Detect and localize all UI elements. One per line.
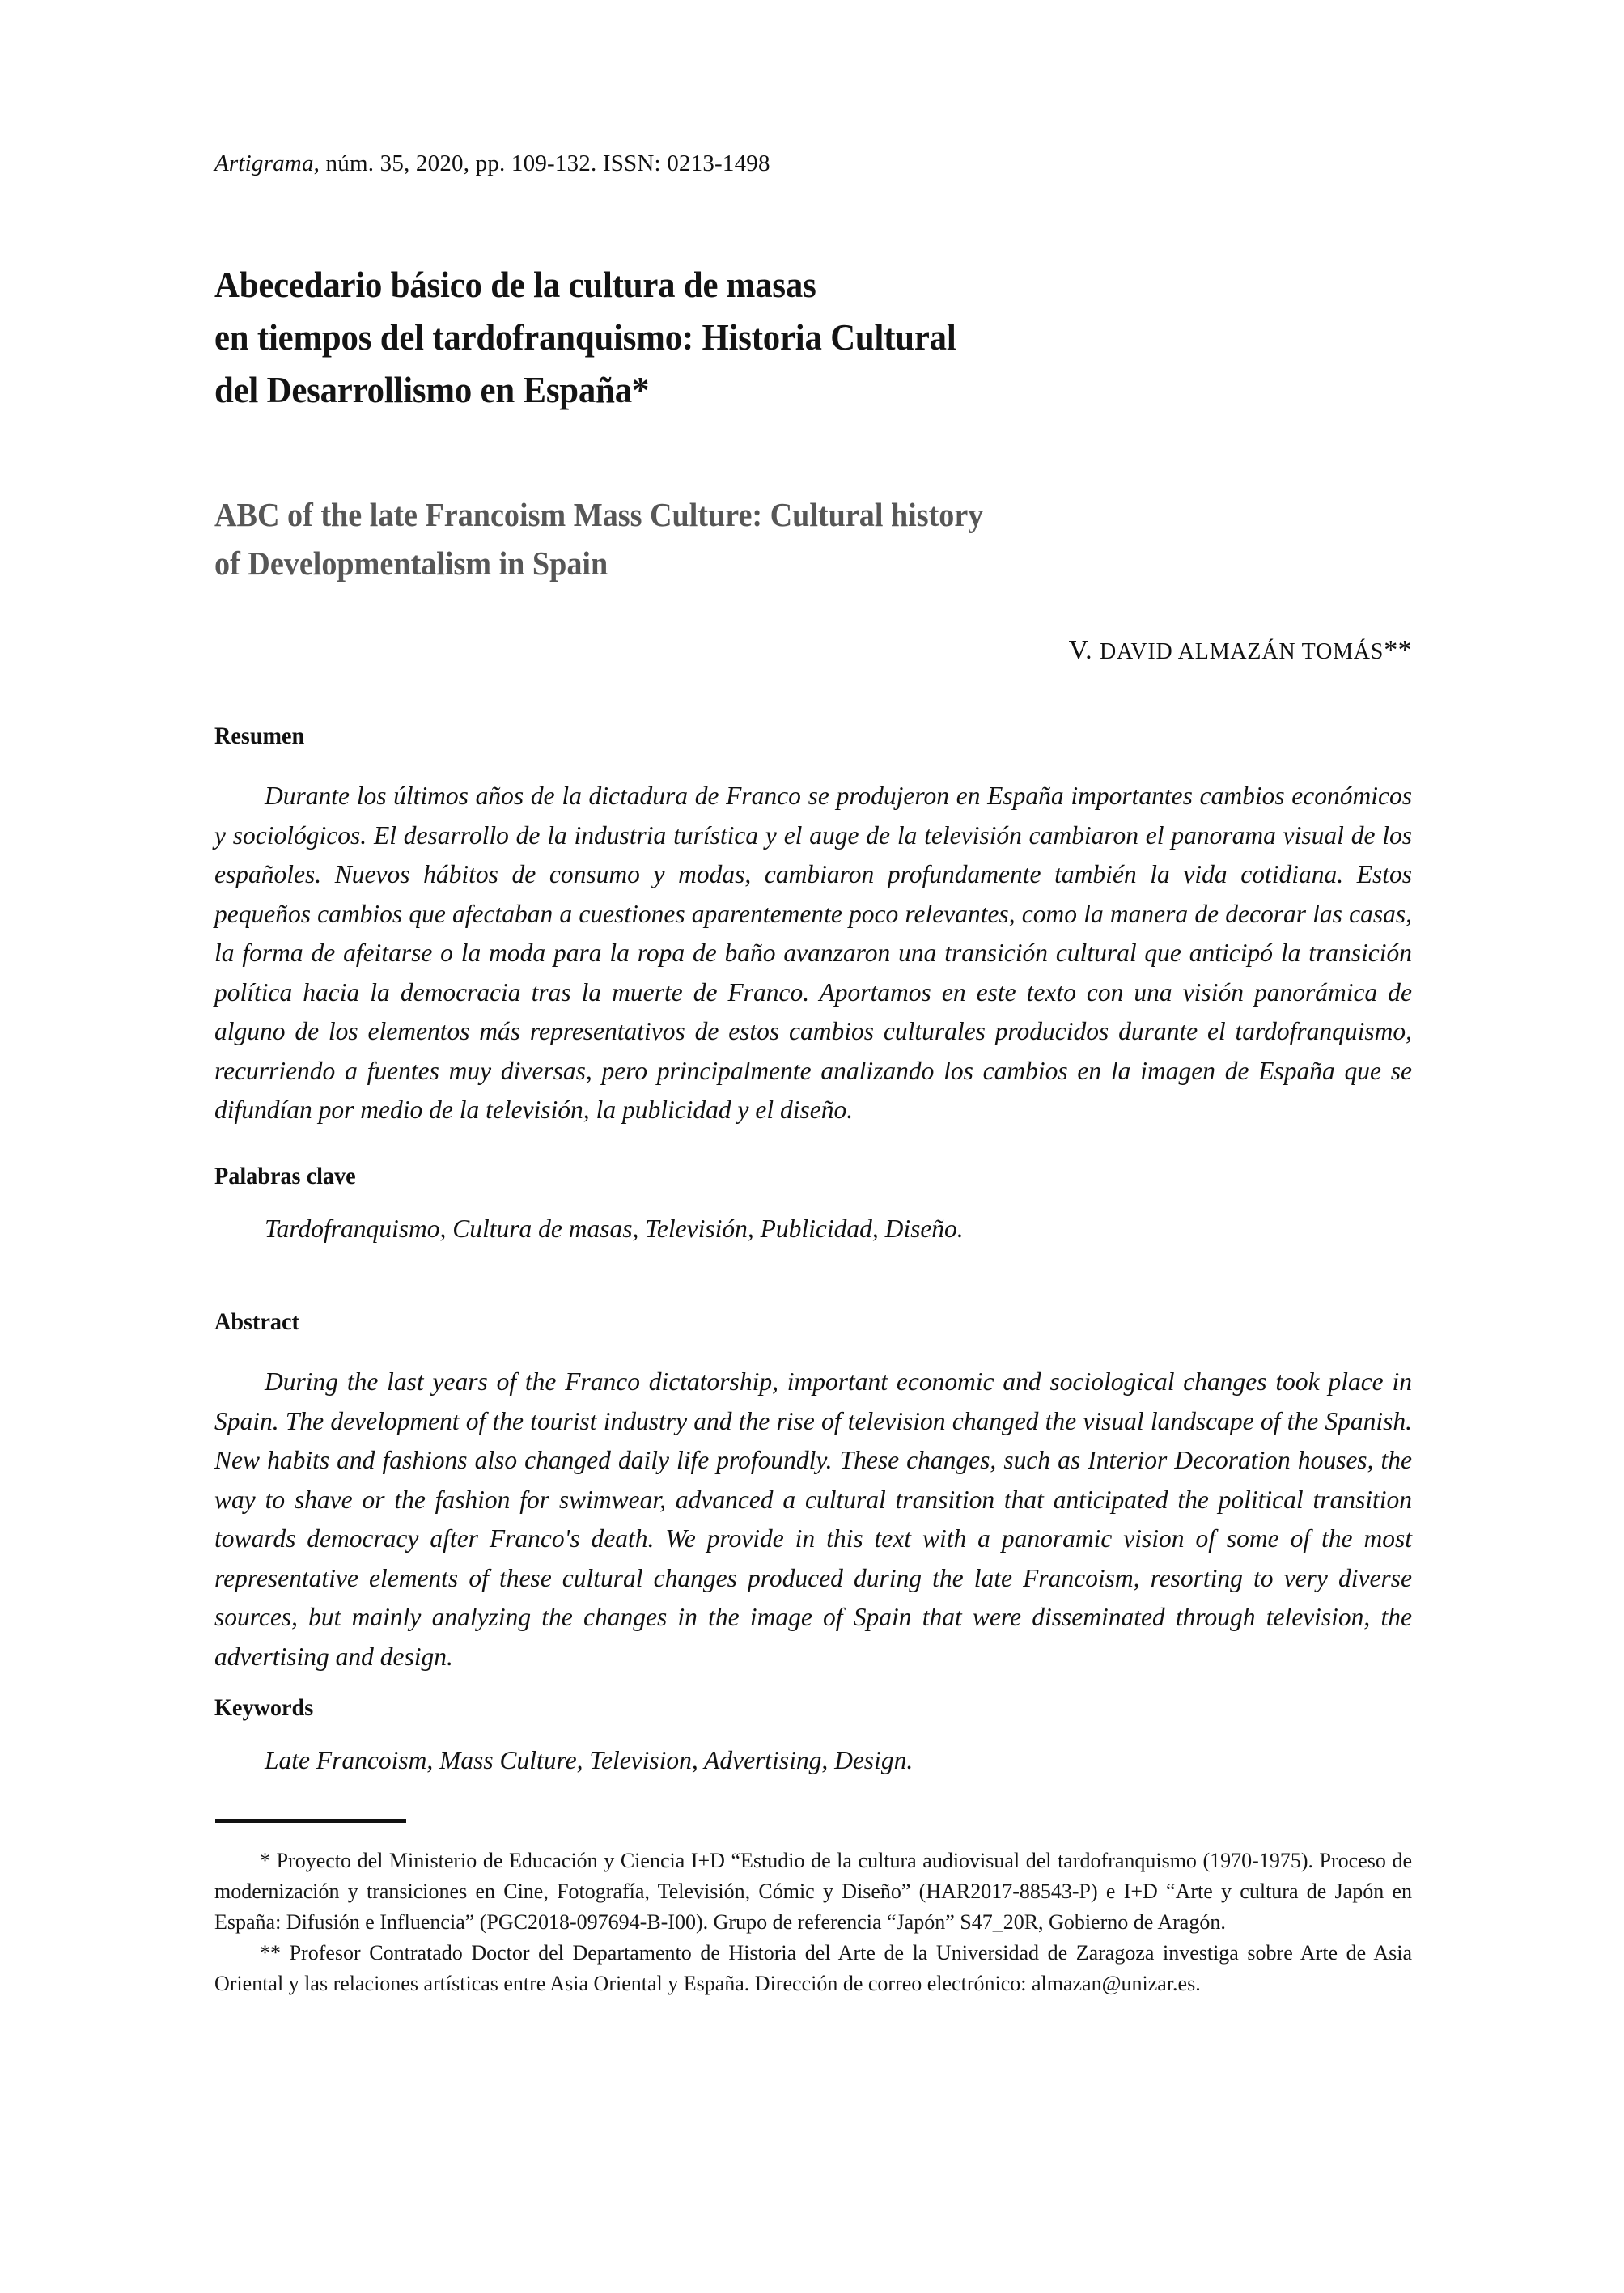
footnote-separator-rule xyxy=(215,1819,406,1823)
footnote-author-bio: ** Profesor Contratado Doctor del Departamento de Historia del Arte de la Universidad de Zaragoza investiga sobre Arte de Asia Oriental y las relaciones artísticas entre Asia Oriental y España. Dirección de correo electrónico: almazan@unizar.es. xyxy=(214,1941,1412,1995)
title-line-1: Abecedario básico de la cultura de masas xyxy=(214,263,816,305)
abstract-english: During the last years of the Franco dictatorship, important economic and sociological changes took place in Spain. The development of the tourist industry and the rise of television changed the visual landscape of the Spanish. New habits and fashions also changed daily life profoundly. These changes, such as Interior Decoration houses, the way to shave or the fashion for swimwear, advanced a cultural transition that anticipated the political transition towards democracy after Franco's death. We provide in this text with a panoramic vision of some of the most representative elements of these cultural changes produced during the late Francoism, resorting to very diverse sources, but mainly analyzing the changes in the image of Spain that were disseminated through television, the advertising and design. xyxy=(214,1367,1412,1671)
section-heading-resumen: Resumen xyxy=(214,723,305,749)
section-heading-palabras-clave: Palabras clave xyxy=(214,1163,356,1189)
author-initial: V. xyxy=(1068,635,1100,665)
running-head xyxy=(214,150,1412,177)
author-byline xyxy=(214,635,1412,666)
issue-citation: , núm. 35, 2020, pp. 109-132. ISSN: 0213-1498 xyxy=(313,150,770,176)
subtitle-line-1: ABC of the late Francoism Mass Culture: Cultural history xyxy=(214,496,984,534)
footnote-project: * Proyecto del Ministerio de Educación y Ciencia I+D “Estudio de la cultura audiovisual del tardofranquismo (1970-1975). Proceso de modernización y transiciones en Cine, Fotografía, Televisión, Cómic y Diseño” (HAR2017-88543-P) e I+D “Arte y cultura de Japón en España: Difusión e Influencia” (PGC2018-097694-B-I00). Grupo de referencia “Japón” S47_20R, Gobierno de Aragón. xyxy=(214,1849,1412,1934)
keywords-english: Late Francoism, Mass Culture, Television, Advertising, Design. xyxy=(265,1746,914,1774)
subtitle-english xyxy=(214,490,1328,587)
title-line-2: en tiempos del tardofranquismo: Historia Cultural xyxy=(214,316,956,358)
subtitle-line-2: of Developmentalism in Spain xyxy=(214,545,608,583)
section-heading-abstract: Abstract xyxy=(214,1308,299,1335)
page-title xyxy=(214,258,1328,416)
title-line-3: del Desarrollismo en España* xyxy=(214,368,650,410)
keywords-spanish: Tardofranquismo, Cultura de masas, Televisión, Publicidad, Diseño. xyxy=(265,1214,964,1243)
journal-name: Artigrama xyxy=(214,150,314,176)
author-name: DAVID ALMAZÁN TOMÁS xyxy=(1099,639,1384,664)
abstract-spanish: Durante los últimos años de la dictadura de Franco se produjeron en España importantes cambios económicos y sociológicos. El desarrollo de la industria turística y el auge de la televisión cambiaron el panorama visual de los españoles. Nuevos hábitos de consumo y modas, cambiaron profundamente también la vida cotidiana. Estos pequeños cambios que afectaban a cuestiones aparentemente poco relevantes, como la manera de decorar las casas, la forma de afeitarse o la moda para la ropa de baño avanzaron una transición cultural que anticipó la transición política hacia la democracia tras la muerte de Franco. Aportamos en este texto con una visión panorámica de alguno de los elementos más representativos de estos cambios culturales producidos durante el tardofranquismo, recurriendo a fuentes muy diversas, pero principalmente analizando los cambios en la imagen de España que se difundían por medio de la televisión, la publicidad y el diseño. xyxy=(214,782,1412,1124)
section-heading-keywords: Keywords xyxy=(214,1694,314,1721)
footnote-block xyxy=(214,1846,1412,1999)
author-footnote-marker: ** xyxy=(1384,635,1412,665)
